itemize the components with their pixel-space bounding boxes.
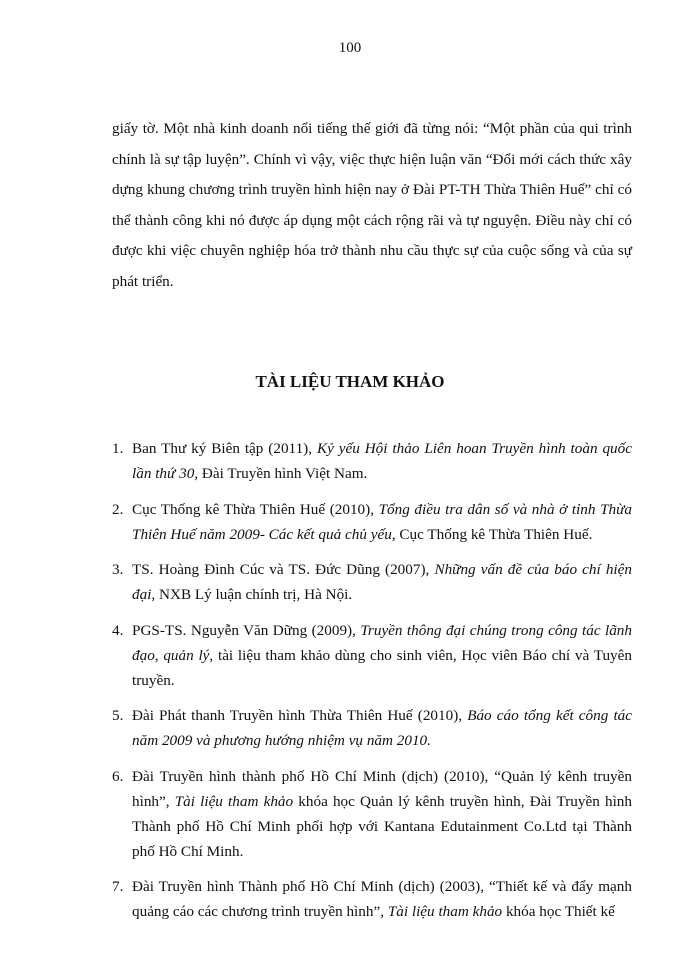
reference-title: Tài liệu tham khảo xyxy=(387,903,503,920)
reference-item-2 xyxy=(112,497,632,547)
reference-item-3 xyxy=(112,557,632,607)
page-number: 100 xyxy=(338,40,362,56)
reference-item-5 xyxy=(112,703,632,753)
reference-author: Ban Thư ký Biên tập (2011), xyxy=(132,440,317,457)
reference-number: 5. xyxy=(112,707,124,724)
intro-paragraph: giấy tờ. Một nhà kinh doanh nổi tiếng thế giới đã từng nói: “Một phần của qui trình chính là sự tập luyện”. Chính vì vậy, việc thực hiện luận văn “Đổi mới cách thức xây dựng khung chương trình truyền hình hiện nay ở Đài PT-TH Thừa Thiên Huế” chỉ có thể thành công khi nó được áp dụng một cách rộng rãi và tự nguyện. Điều này chỉ có được khi việc chuyên nghiệp hóa trở thành nhu cầu thực sự của cuộc sống và của sự phát triển. xyxy=(112,120,632,290)
reference-author: PGS-TS. Nguyễn Văn Dững (2009), xyxy=(132,621,361,639)
reference-author: Cục Thống kê Thừa Thiên Huế (2010), xyxy=(132,500,379,518)
reference-number: 3. xyxy=(112,561,124,578)
reference-publisher: khóa học Thiết kế xyxy=(502,903,615,920)
reference-number: 4. xyxy=(112,621,124,639)
reference-publisher: , tài liệu tham khảo dùng cho sinh viên, Học viên Báo chí và Tuyên truyền. xyxy=(132,646,632,689)
reference-author: Đài Phát thanh Truyền hình Thừa Thiên Huế (2010), xyxy=(132,707,468,724)
reference-title: Kỷ yếu Hội thảo Liên hoan Truyền hình toàn quốc lần thứ 30, xyxy=(132,440,632,482)
reference-title: Những vấn đề của báo chí hiện đại xyxy=(132,561,632,603)
reference-title: Tổng điều tra dân số và nhà ở tỉnh Thừa Thiên Huế năm 2009- Các kết quả chủ yếu xyxy=(132,500,632,543)
reference-item-1 xyxy=(112,436,632,486)
reference-publisher: khóa học Quản lý kênh truyền hình, Đài Truyền hình Thành phố Hồ Chí Minh phối hợp với Kantana Edutainment Co.Ltd tại Thành phố Hồ Chí Minh. xyxy=(132,792,632,860)
reference-publisher: , Cục Thống kê Thừa Thiên Huế. xyxy=(391,525,593,543)
reference-list xyxy=(112,436,632,935)
reference-item-7 xyxy=(112,874,632,924)
reference-publisher: Đài Truyền hình Việt Nam. xyxy=(198,465,368,482)
reference-author: Đài Truyền hình Thành phố Hồ Chí Minh (dịch) (2003), “Thiết kế và đẩy mạnh quảng cáo các chương trình truyền hình”, xyxy=(132,878,632,920)
reference-item-4 xyxy=(112,618,632,693)
reference-title: Báo cáo tổng kết công tác năm 2009 và phương hướng nhiệm vụ năm 2010. xyxy=(132,707,633,749)
reference-author: TS. Hoàng Đình Cúc và TS. Đức Dũng (2007), xyxy=(132,561,435,578)
reference-author: Đài Truyền hình thành phố Hồ Chí Minh (dịch) (2010), “Quản lý kênh truyền hình”, xyxy=(132,767,632,810)
reference-number: 2. xyxy=(112,500,124,518)
reference-number: 6. xyxy=(112,767,124,785)
reference-number: 1. xyxy=(112,440,124,457)
references-heading: TÀI LIỆU THAM KHẢO xyxy=(255,372,445,391)
reference-publisher: , NXB Lý luận chính trị, Hà Nội. xyxy=(151,586,353,603)
reference-title: Truyền thông đại chúng trong công tác lãnh đạo, quản lý xyxy=(132,621,632,664)
reference-item-6 xyxy=(112,764,632,864)
reference-number: 7. xyxy=(112,878,124,895)
reference-title: Tài liệu tham khảo xyxy=(174,792,294,810)
